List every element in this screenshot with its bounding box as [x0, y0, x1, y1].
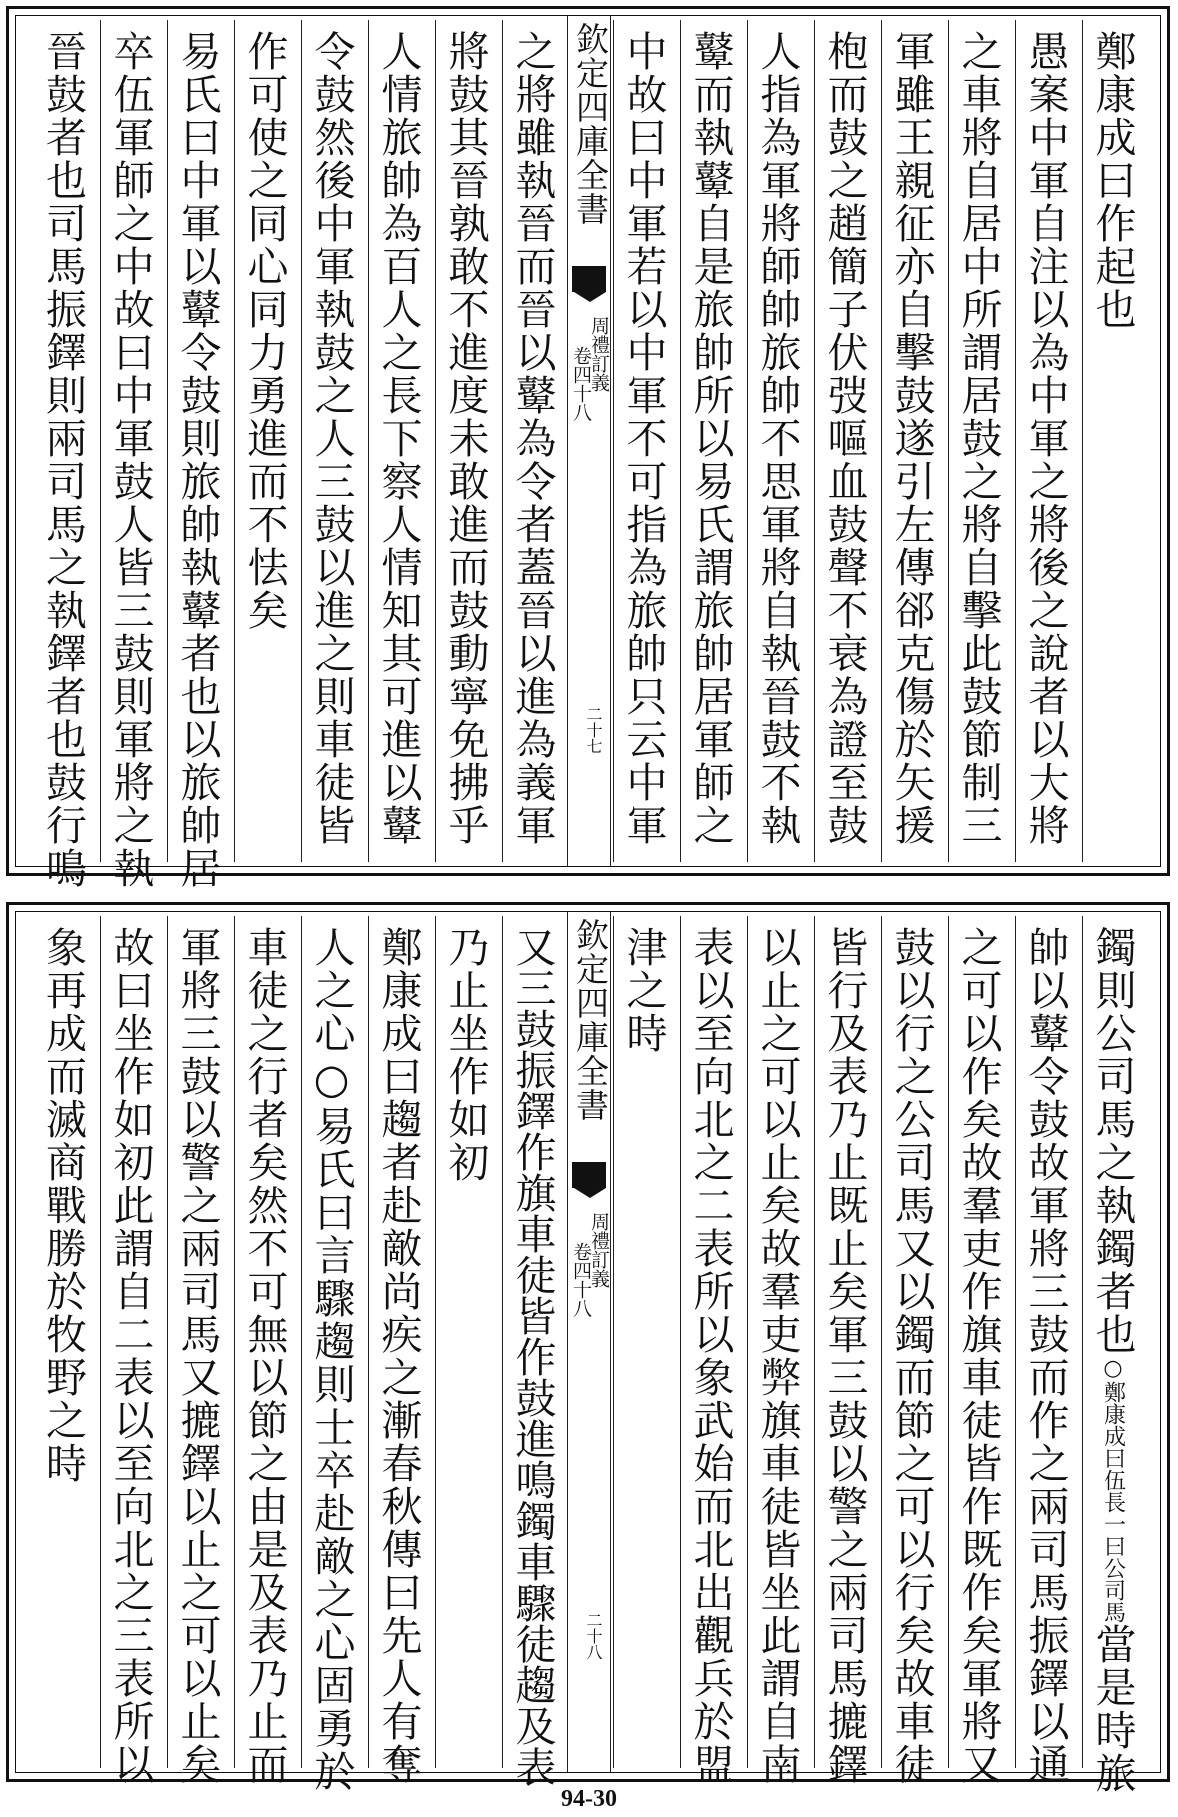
text-column: [33, 916, 93, 1768]
volume-number: 卷四十八: [570, 1242, 592, 1318]
column-text: 以止之可以止矣故羣吏弊旗車徒皆坐此謂自南: [753, 926, 802, 1786]
column-text: 愚案中軍自注以為中軍之將後之說者以大將: [1021, 30, 1070, 847]
column-text: 將鼓其晉孰敢不進度未敢進而鼓動寧免拂乎: [441, 30, 490, 847]
column-text: 軍雖王親征亦自擊鼓遂引左傳郤克傷於矢援: [887, 30, 936, 847]
column-text: 表以至向北之二表所以象武始而北出觀兵於盟: [686, 926, 735, 1786]
column-text: 易氏曰中軍以鼙令鼓則旅帥執鼙者也以旅帥居: [173, 30, 222, 890]
text-column: [502, 916, 562, 1787]
column-text: [1085, 916, 1141, 1795]
text-column: [368, 916, 428, 1786]
text-column: [100, 20, 160, 890]
book-title: 周禮訂義: [588, 316, 610, 392]
text-column: [948, 916, 1008, 1786]
text-column: [1015, 916, 1075, 1786]
column-text: 中故曰中軍若以中軍不可指為旅帥只云中軍: [619, 30, 668, 847]
column-text: 之車將自居中所謂居鼓之將自擊此鼓節制三: [954, 30, 1003, 847]
page-bottom-frame: [15, 911, 1161, 1795]
fishtail-mark: [572, 1162, 606, 1188]
column-text: 卒伍軍師之中故曰中軍鼓人皆三鼓則軍將之執: [106, 30, 155, 890]
text-column: [368, 20, 428, 862]
text-column: [881, 20, 941, 862]
text-column: [814, 916, 874, 1786]
text-column: [948, 20, 1008, 862]
page-number: 二十八: [584, 1612, 603, 1660]
volume-number: 卷四十八: [570, 346, 592, 422]
column-text: 枹而鼓之趙簡子伏弢嘔血鼓聲不衰為證至鼓: [820, 30, 869, 847]
column-text: 人指為軍將師帥旅帥不思軍將自執晉鼓不執: [753, 30, 802, 847]
library-title: 欽定四庫全書: [571, 918, 610, 1122]
text-column: [613, 20, 673, 862]
text-column: [613, 916, 673, 1768]
column-continuation-text: 當是時旅: [1088, 1623, 1137, 1795]
column-text: 之將雖執晉而晉以鼙為令者蓋晉以進為義軍: [508, 30, 557, 847]
page-top-frame: [15, 15, 1161, 890]
text-column: [881, 916, 941, 1786]
column-text: 皆行及表乃止既止矣軍三鼓以警之兩司馬摝鐸: [820, 926, 869, 1786]
column-text: 乃止坐作如初: [441, 926, 490, 1184]
text-column: [680, 20, 740, 862]
column-text: 作可使之同心同力勇進而不怯矣: [240, 30, 289, 632]
text-column: [435, 20, 495, 862]
text-column: [301, 20, 361, 862]
column-text: 車徒之行者矣然不可無以節之由是及表乃止而: [240, 926, 289, 1786]
text-column: [301, 916, 361, 1793]
column-text: 鼙而執鼙自是旅帥所以易氏謂旅帥居軍師之: [686, 30, 735, 847]
page-footer-number: 94-30: [561, 1786, 617, 1812]
column-text: 令鼓然後中軍執鼓之人三鼓以進之則車徒皆: [307, 30, 356, 847]
text-column: [100, 916, 160, 1786]
text-column: [1015, 20, 1075, 862]
column-text: 人之心○易氏曰言驟趨則士卒赴敵之心固勇於: [307, 926, 356, 1793]
page-top: [6, 6, 1170, 890]
text-column: [33, 20, 93, 890]
text-column: [1082, 20, 1142, 862]
text-column: [747, 20, 807, 862]
page-bottom: [6, 902, 1170, 1795]
text-column: [234, 20, 294, 862]
column-text: 津之時: [619, 926, 668, 1055]
page-number: 二十七: [584, 706, 603, 754]
column-text: 故曰坐作如初此謂自二表以至向北之三表所以: [106, 926, 155, 1786]
center-margin: [567, 16, 611, 866]
column-text: 晉鼓者也司馬振鐸則兩司馬之執鐸者也鼓行鳴: [39, 30, 87, 890]
small-note-text: ○鄭康成曰伍長一曰公司馬: [1100, 1356, 1126, 1623]
column-main-text: 鐲則公司馬之執鐲者也: [1088, 926, 1137, 1356]
text-column: [1082, 916, 1142, 1795]
column-text: 帥以鼙令鼓故軍將三鼓而作之兩司馬振鐸以通: [1021, 926, 1070, 1786]
column-text: 鄭康成曰趨者赴敵尚疾之漸春秋傳曰先人有奪: [374, 926, 423, 1786]
center-margin: [567, 912, 611, 1772]
text-column: [814, 20, 874, 862]
column-text: 鼓以行之公司馬又以鐲而節之可以行矣故車徒: [887, 926, 936, 1786]
text-column: [167, 20, 227, 890]
library-title: 欽定四庫全書: [571, 22, 610, 226]
column-text: 象再成而滅商戰勝於牧野之時: [39, 926, 87, 1485]
text-column: [680, 916, 740, 1786]
fishtail-mark: [572, 266, 606, 292]
text-column: [234, 916, 294, 1786]
column-text: 又三鼓振鐸作旗車徒皆作鼓進鳴鐲車驟徒趨及表: [508, 926, 557, 1787]
column-text: 人情旅帥為百人之長下察人情知其可進以鼙: [374, 30, 423, 847]
text-column: [747, 916, 807, 1786]
column-text: 鄭康成曰作起也: [1088, 30, 1137, 331]
book-title: 周禮訂義: [588, 1212, 610, 1288]
text-column: [502, 20, 562, 862]
column-text: 之可以作矣故羣吏作旗車徒皆作既作矣軍將又: [954, 926, 1003, 1786]
text-column: [435, 916, 495, 1768]
text-column: [167, 916, 227, 1786]
column-text: 軍將三鼓以警之兩司馬又摝鐸以止之可以止矣: [173, 926, 222, 1786]
